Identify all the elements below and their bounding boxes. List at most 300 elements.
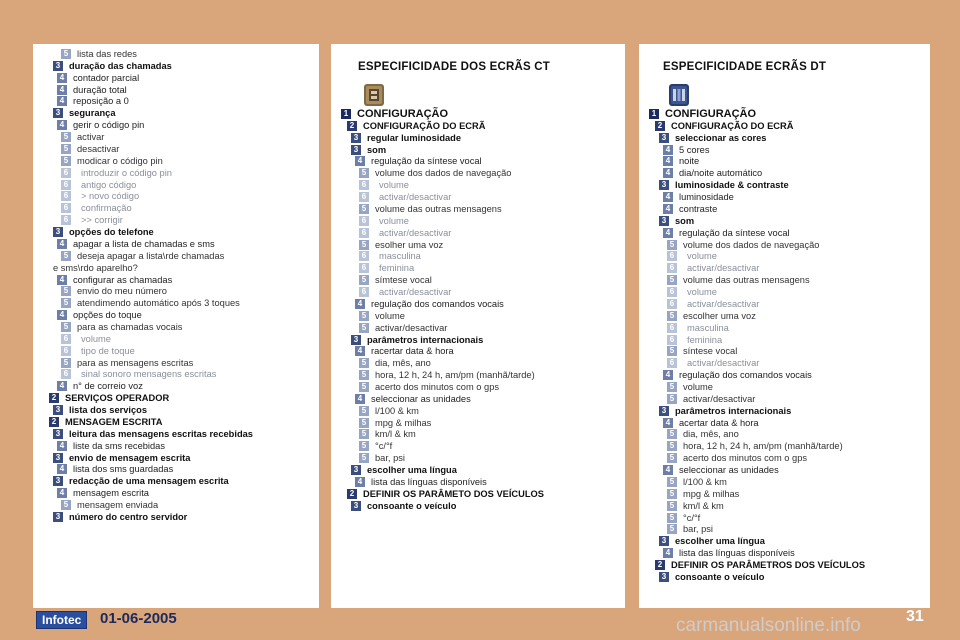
menu-item-level-6 xyxy=(61,345,135,357)
menu-item-label: envio do meu número xyxy=(77,286,167,297)
menu-item-level-1 xyxy=(649,108,756,120)
menu-item-level-6 xyxy=(359,215,409,227)
menu-item-label: activar xyxy=(77,132,105,143)
menu-item-label: volume xyxy=(687,287,717,298)
level-badge: 5 xyxy=(667,382,677,392)
menu-item-level-4 xyxy=(663,203,717,215)
menu-item-level-3 xyxy=(53,226,154,238)
dt-screen-icon xyxy=(669,84,689,106)
menu-item-level-3 xyxy=(53,452,190,464)
menu-item-level-5 xyxy=(667,476,727,488)
menu-item-label: dia/noite automático xyxy=(679,168,763,179)
menu-item-level-3 xyxy=(659,405,791,417)
menu-item-label: símtese vocal xyxy=(375,275,432,286)
menu-item-level-5 xyxy=(667,500,724,512)
level-badge: 6 xyxy=(667,299,677,309)
menu-item-level-5 xyxy=(667,440,843,452)
level-badge: 3 xyxy=(351,145,361,155)
menu-item-level-3 xyxy=(659,215,694,227)
level-badge: 5 xyxy=(359,370,369,380)
level-badge: 6 xyxy=(667,251,677,261)
menu-item-label: volume xyxy=(379,215,409,226)
level-badge: 5 xyxy=(359,168,369,178)
menu-item-label: confirmação xyxy=(81,203,132,214)
level-badge: 5 xyxy=(359,323,369,333)
menu-item-label: mensagem escrita xyxy=(73,488,149,499)
menu-item-level-5 xyxy=(359,381,499,393)
menu-item-label: escolher uma língua xyxy=(675,536,765,547)
menu-item-level-5 xyxy=(359,428,416,440)
menu-item-label: feminina xyxy=(687,334,723,345)
menu-item-level-4 xyxy=(57,380,143,392)
menu-item-level-4 xyxy=(57,72,139,84)
footer-date: 01-06-2005 xyxy=(100,610,177,627)
menu-item-level-5 xyxy=(667,428,739,440)
menu-item-label: parâmetros internacionais xyxy=(675,405,792,416)
menu-item-label: consoante o veículo xyxy=(367,500,457,511)
menu-item-level-5 xyxy=(667,452,807,464)
menu-item-level-5 xyxy=(359,274,432,286)
level-badge: 5 xyxy=(359,441,369,451)
level-badge: 4 xyxy=(57,73,67,83)
level-badge: 3 xyxy=(659,406,669,416)
menu-item-level-5 xyxy=(61,285,167,297)
level-badge: 4 xyxy=(57,239,67,249)
level-badge: 3 xyxy=(659,572,669,582)
menu-item-label: introduzir o código pin xyxy=(81,167,172,178)
menu-item-label: l/100 & km xyxy=(683,476,727,487)
menu-item-level-6 xyxy=(667,250,717,262)
menu-item-label: activar/desactivar xyxy=(379,227,452,238)
menu-item-label: gerir o código pin xyxy=(73,120,145,131)
menu-item-level-5 xyxy=(61,357,193,369)
menu-item-level-5 xyxy=(61,143,119,155)
menu-item-level-5 xyxy=(61,321,182,333)
menu-item-level-5 xyxy=(667,523,713,535)
menu-item-level-4 xyxy=(663,191,734,203)
menu-item-label: 5 cores xyxy=(679,144,710,155)
menu-item-label: seleccionar as unidades xyxy=(371,393,471,404)
menu-item-label: regulação dos comandos vocais xyxy=(371,298,504,309)
menu-item-label: acertar data & hora xyxy=(679,417,759,428)
menu-item-label: regulação dos comandos vocais xyxy=(679,370,812,381)
menu-item-level-4 xyxy=(663,227,790,239)
menu-item-label: feminina xyxy=(379,263,415,274)
menu-item-label: activar/desactivar xyxy=(379,287,452,298)
level-badge: 5 xyxy=(61,286,71,296)
level-badge: 5 xyxy=(667,489,677,499)
menu-item-label: desactivar xyxy=(77,143,120,154)
menu-item-label: duração total xyxy=(73,84,127,95)
level-badge: 4 xyxy=(355,477,365,487)
menu-item-level-4 xyxy=(57,440,165,452)
level-badge: 3 xyxy=(351,501,361,511)
level-badge: 6 xyxy=(359,180,369,190)
level-badge: 5 xyxy=(359,240,369,250)
level-badge: 4 xyxy=(355,394,365,404)
level-badge: 5 xyxy=(359,311,369,321)
menu-item-label: deseja apagar a lista\rde chamadas xyxy=(77,250,225,261)
level-badge: 5 xyxy=(61,49,71,59)
menu-item-level-4 xyxy=(663,547,795,559)
menu-item-level-4 xyxy=(663,417,759,429)
page-number: 31 xyxy=(906,608,924,625)
menu-item-level-4 xyxy=(57,487,149,499)
menu-item-label: dia, mês, ano xyxy=(375,358,431,369)
menu-item-label: mpg & milhas xyxy=(375,417,432,428)
menu-item-label: tipo de toque xyxy=(81,345,135,356)
menu-item-label: volume xyxy=(379,180,409,191)
level-badge: 1 xyxy=(341,109,351,119)
menu-item-level-6 xyxy=(61,202,132,214)
level-badge: 5 xyxy=(359,406,369,416)
menu-item-level-5 xyxy=(667,310,756,322)
menu-item-label: l/100 & km xyxy=(375,405,419,416)
menu-item-level-6 xyxy=(667,322,729,334)
menu-item-level-6 xyxy=(61,167,172,179)
menu-item-label: luminosidade & contraste xyxy=(675,180,789,191)
level-badge: 1 xyxy=(649,109,659,119)
menu-item-label: opções do telefone xyxy=(69,227,154,238)
level-badge: 5 xyxy=(61,156,71,166)
level-badge: 5 xyxy=(61,144,71,154)
level-badge: 6 xyxy=(667,323,677,333)
menu-item-level-5 xyxy=(359,310,405,322)
level-badge: 3 xyxy=(53,108,63,118)
ct-screen-icon xyxy=(364,84,384,106)
menu-item-level-3 xyxy=(53,107,116,119)
menu-item-level-5 xyxy=(359,440,392,452)
level-badge: 4 xyxy=(663,548,673,558)
level-badge: 4 xyxy=(663,156,673,166)
level-badge: 4 xyxy=(57,85,67,95)
menu-item-level-6 xyxy=(61,368,216,380)
menu-item-label: para as mensagens escritas xyxy=(77,357,194,368)
menu-item-label: masculina xyxy=(687,322,729,333)
menu-item-level-5 xyxy=(359,239,443,251)
menu-item-level-4 xyxy=(57,119,144,131)
dt-panel xyxy=(639,44,930,608)
menu-item-label: atendimendo automático após 3 toques xyxy=(77,298,240,309)
menu-item-level-3 xyxy=(659,179,789,191)
level-badge: 4 xyxy=(57,120,67,130)
menu-item-label: lista das línguas disponíveis xyxy=(679,548,795,559)
menu-item-label: hora, 12 h, 24 h, am/pm (manhã/tarde) xyxy=(683,441,843,452)
menu-item-label: racertar data & hora xyxy=(371,346,454,357)
menu-item-level-3 xyxy=(659,535,765,547)
menu-item-label: seleccionar as unidades xyxy=(679,465,779,476)
menu-item-level-4 xyxy=(355,345,454,357)
menu-item-label: activar/desactivar xyxy=(375,322,448,333)
level-badge: 4 xyxy=(663,370,673,380)
level-badge: 4 xyxy=(57,96,67,106)
menu-item-label: MENSAGEM ESCRITA xyxy=(65,416,163,427)
menu-item-label: reposição a 0 xyxy=(73,96,129,107)
infotec-logo: Infotec xyxy=(36,611,87,629)
menu-item-level-5 xyxy=(667,393,755,405)
level-badge: 3 xyxy=(351,133,361,143)
menu-item-label: som xyxy=(367,144,387,155)
menu-item-level-4 xyxy=(663,167,762,179)
level-badge: 5 xyxy=(667,429,677,439)
menu-item-level-3 xyxy=(351,132,461,144)
level-badge: 4 xyxy=(57,310,67,320)
menu-item-label: configurar as chamadas xyxy=(73,274,173,285)
level-badge: 4 xyxy=(663,204,673,214)
menu-item-label: apagar a lista de chamadas e sms xyxy=(73,238,215,249)
level-badge: 6 xyxy=(667,335,677,345)
menu-item-label: bar, psi xyxy=(683,524,713,535)
menu-item-label: lista dos sms guardadas xyxy=(73,464,174,475)
level-badge: 4 xyxy=(355,299,365,309)
menu-item-level-4 xyxy=(663,369,812,381)
menu-item-level-4 xyxy=(355,155,482,167)
menu-item-level-3 xyxy=(53,404,147,416)
menu-item-level-4 xyxy=(57,238,215,250)
menu-item-label: envio de mensagem escrita xyxy=(69,452,191,463)
menu-item-level-6 xyxy=(667,298,759,310)
menu-item-label: volume dos dados de navegação xyxy=(375,168,512,179)
menu-item-level-4 xyxy=(355,476,487,488)
level-badge: 6 xyxy=(61,369,71,379)
menu-item-level-5 xyxy=(667,345,737,357)
menu-item-label: volume dos dados de navegação xyxy=(683,239,820,250)
menu-item-level-3 xyxy=(659,571,764,583)
level-badge: 5 xyxy=(667,394,677,404)
menu-item-label: volume xyxy=(687,251,717,262)
menu-item-level-5 xyxy=(61,499,158,511)
menu-item-level-3 xyxy=(351,500,456,512)
menu-item-label: luminosidade xyxy=(679,192,734,203)
level-badge: 6 xyxy=(61,215,71,225)
menu-item-level-6 xyxy=(61,333,111,345)
menu-item-label: °c/°f xyxy=(683,512,701,523)
menu-item-label: SERVIÇOS OPERADOR xyxy=(65,393,170,404)
menu-item-label: sinal sonoro mensagens escritas xyxy=(81,369,217,380)
menu-item-level-3 xyxy=(351,334,483,346)
menu-item-level-5 xyxy=(359,369,535,381)
menu-item-level-5 xyxy=(61,155,163,167)
menu-item-level-4 xyxy=(57,309,142,321)
menu-item-label: °c/°f xyxy=(375,441,393,452)
menu-item-level-4 xyxy=(355,393,471,405)
menu-item-label: síntese vocal xyxy=(683,346,738,357)
menu-item-label: km/l & km xyxy=(683,500,724,511)
menu-item-label: lista dos serviços xyxy=(69,405,148,416)
level-badge: 5 xyxy=(667,240,677,250)
level-badge: 5 xyxy=(359,418,369,428)
level-badge: 4 xyxy=(57,381,67,391)
menu-item-label: volume xyxy=(683,382,713,392)
level-badge: 5 xyxy=(61,251,71,261)
menu-item-label: volume das outras mensagens xyxy=(683,275,810,286)
menu-item-label: CONFIGURAÇÃO DO ECRÃ xyxy=(363,120,486,131)
menu-item-level-3 xyxy=(53,60,172,72)
menu-item-label: contador parcial xyxy=(73,72,140,83)
level-badge: 2 xyxy=(347,489,357,499)
menu-item-level-3 xyxy=(53,511,187,523)
menu-item-level-6 xyxy=(61,190,139,202)
menu-item-label: CONFIGURAÇÃO xyxy=(665,108,757,120)
level-badge: 2 xyxy=(49,393,59,403)
menu-item-label: km/l & km xyxy=(375,429,416,440)
menu-item-level-2 xyxy=(49,416,162,428)
level-badge: 3 xyxy=(659,216,669,226)
menu-item-label: activar/desactivar xyxy=(687,358,760,369)
level-badge: 5 xyxy=(359,453,369,463)
menu-item-level-4 xyxy=(355,298,504,310)
menu-item-level-5 xyxy=(61,250,224,262)
dt-section-title: ESPECIFICIDADE ECRÃS DT xyxy=(663,61,827,73)
menu-item-level-6 xyxy=(667,357,759,369)
level-badge: 2 xyxy=(655,121,665,131)
level-badge: 2 xyxy=(49,417,59,427)
level-badge: 3 xyxy=(53,61,63,71)
level-badge: 5 xyxy=(667,524,677,534)
menu-item-label: n° de correio voz xyxy=(73,381,143,392)
level-badge: 4 xyxy=(355,156,365,166)
level-badge: 5 xyxy=(667,477,677,487)
level-badge: 6 xyxy=(359,228,369,238)
level-badge: 6 xyxy=(61,203,71,213)
menu-item-label: liste da sms recebidas xyxy=(73,440,165,451)
menu-item-label: opções do toque xyxy=(73,310,142,321)
menu-item-level-6 xyxy=(359,227,451,239)
ct-panel xyxy=(331,44,625,608)
menu-item-label: para as chamadas vocais xyxy=(77,322,183,332)
menu-item-label: número do centro servidor xyxy=(69,511,188,522)
menu-item-label: DEFINIR OS PARÂMETO DOS VEÍCULOS xyxy=(363,488,544,499)
menu-item-level-3 xyxy=(53,428,253,440)
level-badge: 6 xyxy=(359,192,369,202)
menu-item-label: hora, 12 h, 24 h, am/pm (manhã/tarde) xyxy=(375,370,535,381)
level-badge: 4 xyxy=(663,145,673,155)
level-badge: 4 xyxy=(57,275,67,285)
menu-item-level-6 xyxy=(359,191,451,203)
menu-item-label: acerto dos minutos com o gps xyxy=(683,453,808,464)
menu-item-level-5 xyxy=(359,357,431,369)
menu-item-label: segurança xyxy=(69,108,116,119)
menu-item-level-4 xyxy=(663,144,710,156)
level-badge: 4 xyxy=(57,441,67,451)
menu-item-level-6 xyxy=(667,334,722,346)
level-badge: 5 xyxy=(359,275,369,285)
menu-item-label: volume xyxy=(375,310,405,321)
menu-item-level-3 xyxy=(659,132,766,144)
level-badge: 5 xyxy=(61,500,71,510)
menu-item-label: lista das línguas disponíveis xyxy=(371,476,487,487)
level-badge: 3 xyxy=(53,512,63,522)
menu-item-label: leitura das mensagens escritas recebidas xyxy=(69,428,253,439)
menu-item-label: regulação da síntese vocal xyxy=(371,156,482,167)
menu-item-label: volume xyxy=(81,333,111,344)
menu-item-level-4 xyxy=(57,463,173,475)
menu-item-label: parâmetros internacionais xyxy=(367,334,484,345)
watermark: carmanualsonline.info xyxy=(676,615,861,636)
level-badge: 5 xyxy=(359,204,369,214)
menu-item-label: CONFIGURAÇÃO xyxy=(357,108,449,120)
menu-item-label: escolher uma língua xyxy=(367,465,457,476)
level-badge: 6 xyxy=(359,251,369,261)
level-badge: 5 xyxy=(667,441,677,451)
menu-item-label: activar/desactivar xyxy=(687,263,760,274)
menu-item-label: seleccionar as cores xyxy=(675,132,767,143)
level-badge: 6 xyxy=(61,346,71,356)
level-badge: 5 xyxy=(667,311,677,321)
menu-item-label: activar/desactivar xyxy=(687,298,760,309)
menu-item-level-6 xyxy=(667,286,717,298)
menu-item-label: noite xyxy=(679,156,700,167)
menu-item-label: DEFINIR OS PARÂMETROS DOS VEÍCULOS xyxy=(671,560,866,571)
level-badge: 6 xyxy=(61,168,71,178)
menu-item-level-3 xyxy=(351,464,457,476)
level-badge: 6 xyxy=(667,287,677,297)
menu-item-level-4 xyxy=(663,464,779,476)
menu-item-level-5 xyxy=(359,167,511,179)
menu-item-level-2 xyxy=(347,488,544,500)
menu-item-label: activar/desactivar xyxy=(379,192,452,203)
level-badge: 5 xyxy=(61,358,71,368)
level-badge: 2 xyxy=(347,121,357,131)
level-badge: 3 xyxy=(659,133,669,143)
level-badge: 3 xyxy=(53,405,63,415)
menu-item-label: masculina xyxy=(379,251,421,262)
level-badge: 5 xyxy=(667,453,677,463)
menu-item-label: som xyxy=(675,215,695,226)
level-badge: 5 xyxy=(61,132,71,142)
level-badge: 3 xyxy=(53,476,63,486)
level-badge: 6 xyxy=(61,334,71,344)
menu-item-label: >> corrigir xyxy=(81,215,123,226)
menu-item-level-5 xyxy=(667,512,700,524)
menu-item-level-5 xyxy=(61,297,240,309)
level-badge: 5 xyxy=(667,275,677,285)
menu-item-label: regulação da síntese vocal xyxy=(679,227,790,238)
ct-section-title: ESPECIFICIDADE DOS ECRÃS CT xyxy=(358,61,550,73)
menu-item-level-6 xyxy=(359,262,414,274)
menu-item-level-2 xyxy=(347,120,485,132)
level-badge: 4 xyxy=(355,346,365,356)
menu-item-level-5 xyxy=(359,322,447,334)
level-badge: 2 xyxy=(655,560,665,570)
menu-item-label: volume das outras mensagens xyxy=(375,203,502,214)
level-badge: 5 xyxy=(667,501,677,511)
menu-item-level-4 xyxy=(57,274,172,286)
menu-item-level-6 xyxy=(61,179,136,191)
menu-item-label: activar/desactivar xyxy=(683,393,756,404)
left-panel xyxy=(33,44,319,608)
level-badge: 6 xyxy=(667,358,677,368)
menu-item-level-5 xyxy=(359,203,502,215)
menu-item-label: dia, mês, ano xyxy=(683,429,739,440)
level-badge: 5 xyxy=(667,513,677,523)
menu-item-label: contraste xyxy=(679,203,718,214)
menu-item-level-5 xyxy=(359,452,405,464)
level-badge: 5 xyxy=(359,358,369,368)
level-badge: 4 xyxy=(57,488,67,498)
menu-item-label: > novo código xyxy=(81,191,140,202)
level-badge: 5 xyxy=(61,322,71,332)
menu-item-level-4 xyxy=(57,95,129,107)
menu-item-level-6 xyxy=(667,262,759,274)
menu-item-label: consoante o veículo xyxy=(675,571,765,582)
menu-item-label: duração das chamadas xyxy=(69,60,172,71)
menu-item-level-5 xyxy=(667,239,819,251)
menu-item-level-4 xyxy=(663,155,699,167)
level-badge: 3 xyxy=(659,180,669,190)
level-badge: 6 xyxy=(359,287,369,297)
menu-item-label: antigo código xyxy=(81,179,137,190)
